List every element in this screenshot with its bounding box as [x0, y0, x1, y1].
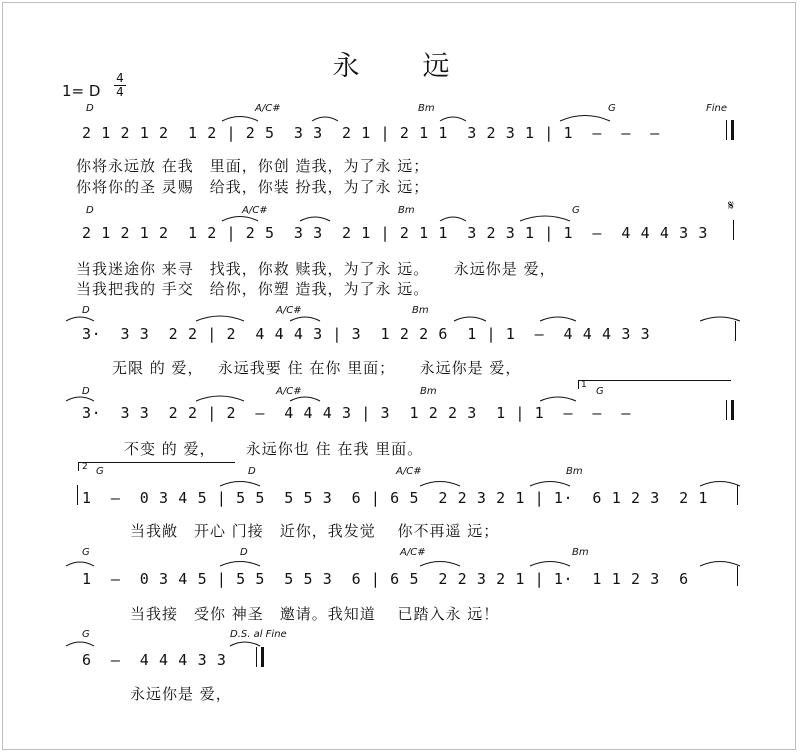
- barline: [737, 566, 738, 586]
- notation-line: 1 – 0 3 4 5 | 5 5 5 5 3 6 | 6 5 2 2 3 2 1 | 1· 1 1 2 3 6: [82, 570, 689, 588]
- first-ending-number: 1: [581, 380, 587, 390]
- chord: G: [82, 547, 90, 558]
- chord: Bm: [572, 547, 589, 558]
- lyric-line: 你将永远放 在我 里面，你创 造我，为了永 远；: [76, 157, 430, 175]
- lyric-line: 无限 的 爱， 永远我要 住 在你 里面； 永远你是 爱，: [112, 359, 522, 377]
- chord: G: [82, 629, 90, 640]
- chord: Fine: [706, 103, 728, 114]
- lyric-line: 永远你是 爱，: [130, 685, 232, 703]
- notation-line: 2 1 2 1 2 1 2 | 2 5 3 3 2 1 | 2 1 1 3 2 3 1 | 1 – 4 4 4 3 3: [82, 224, 708, 242]
- notation-line: 3· 3 3 2 2 | 2 – 4 4 4 3 | 3 1 2 2 3 1 | 1 – – –: [82, 404, 631, 422]
- song-title: 永 远: [332, 51, 468, 82]
- repeat-barline: [726, 400, 727, 420]
- chord: G: [572, 205, 580, 216]
- chord: D: [248, 466, 256, 477]
- chord: G: [596, 386, 604, 397]
- notation-line: 6 – 4 4 4 3 3: [82, 651, 227, 669]
- final-barline: [261, 647, 264, 667]
- barline: [726, 120, 727, 140]
- chord: A/C#: [400, 547, 426, 558]
- barline: [735, 321, 736, 341]
- chord: D.S. al Fine: [230, 629, 287, 640]
- barline: [77, 485, 78, 505]
- time-signature-bottom: 4: [114, 85, 126, 99]
- chord: A/C#: [396, 466, 422, 477]
- chord: Bm: [418, 103, 435, 114]
- notation-line: 2 1 2 1 2 1 2 | 2 5 3 3 2 1 | 2 1 1 3 2 3 1 | 1 – – –: [82, 124, 660, 142]
- lyric-line: 当我接 受你 神圣 邀请。我知道 已踏入永 远！: [130, 605, 500, 623]
- chord: Bm: [566, 466, 583, 477]
- chord: D: [82, 386, 90, 397]
- notation-line: 3· 3 3 2 2 | 2 4 4 4 3 | 3 1 2 2 6 1 | 1 – 4 4 4 3 3: [82, 325, 651, 343]
- barline: [733, 220, 734, 240]
- lyric-line: 当我敞 开心 门接 近你，我发觉 你不再遥 远；: [130, 522, 500, 540]
- chord: G: [96, 466, 104, 477]
- chord: D: [86, 103, 94, 114]
- second-ending-number: 2: [82, 462, 88, 472]
- lyric-line: 你将你的圣 灵赐 给我，你装 扮我，为了永 远；: [76, 178, 430, 196]
- lyric-line: 当我把我的 手交 给你，你塑 造我，为了永 远。: [76, 280, 430, 298]
- chord: D: [86, 205, 94, 216]
- chord: D: [82, 305, 90, 316]
- key-signature: 1= D: [62, 82, 101, 100]
- time-signature: [114, 72, 126, 99]
- time-signature-top: 4: [116, 71, 124, 85]
- segno-sign: 𝄋: [728, 198, 735, 214]
- notation-line: 1 – 0 3 4 5 | 5 5 5 5 3 6 | 6 5 2 2 3 2 1 | 1· 6 1 2 3 2 1: [82, 489, 708, 507]
- chord: Bm: [412, 305, 429, 316]
- repeat-barline: [731, 400, 734, 420]
- barline: [737, 485, 738, 505]
- chord: A/C#: [242, 205, 268, 216]
- lyric-line: 当我迷途你 来寻 找我，你救 赎我，为了永 远。 永远你是 爱，: [76, 260, 556, 278]
- barline: [256, 647, 257, 667]
- chord: Bm: [420, 386, 437, 397]
- lyric-line: 不变 的 爱， 永远你也 住 在我 里面。: [124, 440, 424, 458]
- chord: A/C#: [255, 103, 281, 114]
- chord: A/C#: [276, 386, 302, 397]
- chord: G: [608, 103, 616, 114]
- chord: Bm: [398, 205, 415, 216]
- chord: A/C#: [276, 305, 302, 316]
- chord: D: [240, 547, 248, 558]
- final-barline: [731, 120, 734, 140]
